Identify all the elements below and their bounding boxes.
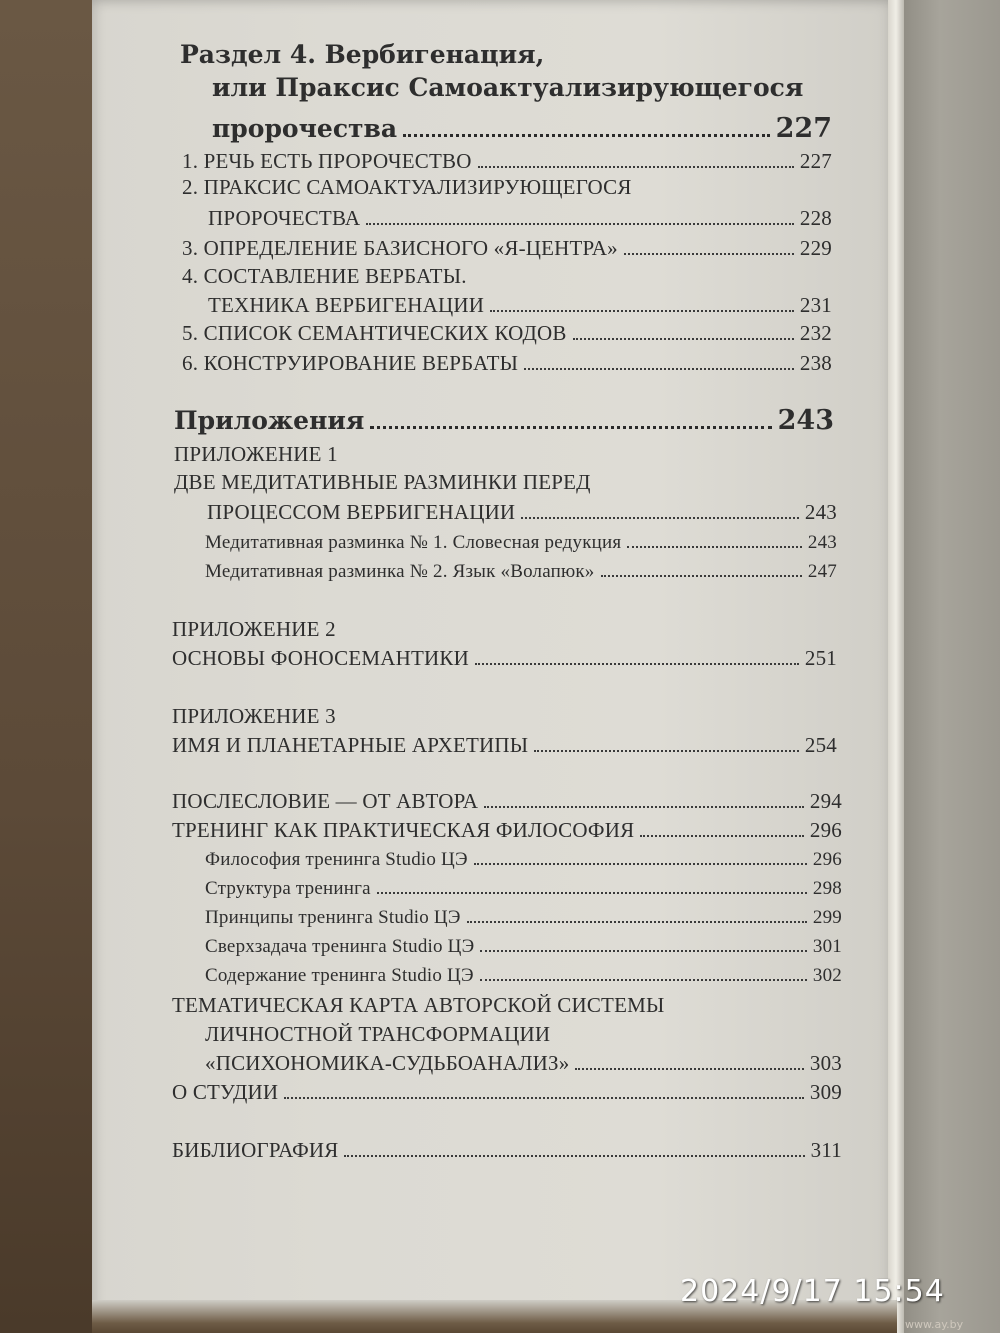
page-number: 243 <box>777 405 834 436</box>
leader-dots <box>474 863 807 865</box>
toc-entry: ТРЕНИНГ КАК ПРАКТИЧЕСКАЯ ФИЛОСОФИЯ 296 <box>172 815 842 845</box>
leader-dots <box>484 806 804 808</box>
page-number: 296 <box>812 849 842 870</box>
page-number: 227 <box>775 113 832 144</box>
page-number: 301 <box>812 936 842 957</box>
page-number: 302 <box>812 965 842 986</box>
section-heading-line1: Раздел 4. Вербигенация, <box>180 40 545 69</box>
leader-dots <box>366 223 794 225</box>
appendices-heading: Приложения 243 <box>174 405 834 436</box>
leader-dots <box>490 310 794 312</box>
toc-entry: ПРОЦЕССОМ ВЕРБИГЕНАЦИИ 243 <box>207 497 837 527</box>
section-heading-line3: пророчества 227 <box>212 113 832 144</box>
toc-entry: ТЕМАТИЧЕСКАЯ КАРТА АВТОРСКОЙ СИСТЕМЫ <box>172 993 665 1017</box>
page-number: 298 <box>812 878 842 899</box>
page-edge <box>888 0 904 1333</box>
toc-entry: 4. СОСТАВЛЕНИЕ ВЕРБАТЫ. <box>182 264 467 288</box>
leader-dots <box>480 950 807 952</box>
leader-dots <box>534 750 799 752</box>
toc-subentry: Сверхзадача тренинга Studio ЦЭ 301 <box>205 932 842 962</box>
page-number: 254 <box>804 733 837 757</box>
toc-entry: О СТУДИИ 309 <box>172 1077 842 1107</box>
leader-dots <box>467 921 807 923</box>
toc-subentry: Структура тренинга 298 <box>205 874 842 904</box>
toc-entry: ПРОРОЧЕСТВА 228 <box>208 203 832 233</box>
toc-subentry: Принципы тренинга Studio ЦЭ 299 <box>205 903 842 933</box>
section-heading-line2: или Праксис Самоактуализирующегося <box>212 73 804 102</box>
leader-dots <box>573 338 794 340</box>
toc-entry: ДВЕ МЕДИТАТИВНЫЕ РАЗМИНКИ ПЕРЕД <box>174 470 591 494</box>
leader-dots <box>284 1097 804 1099</box>
page-number: 296 <box>809 818 842 842</box>
leader-dots <box>480 979 807 981</box>
page-number: 228 <box>799 206 832 230</box>
toc-entry: ЛИЧНОСТНОЙ ТРАНСФОРМАЦИИ <box>205 1022 551 1046</box>
page-number: 311 <box>810 1138 842 1162</box>
leader-dots <box>478 166 794 168</box>
leader-dots <box>601 575 802 577</box>
page-number: 229 <box>799 236 832 260</box>
leader-dots <box>624 253 794 255</box>
page-number: 227 <box>799 149 832 173</box>
watermark: www.ay.by <box>905 1318 964 1331</box>
page-number: 243 <box>804 500 837 524</box>
toc-entry: ИМЯ И ПЛАНЕТАРНЫЕ АРХЕТИПЫ 254 <box>172 730 837 760</box>
appendix-label: ПРИЛОЖЕНИЕ 3 <box>172 704 336 728</box>
toc-entry: «ПСИХОНОМИКА-СУДЬБОАНАЛИЗ» 303 <box>205 1048 842 1078</box>
toc-entry: БИБЛИОГРАФИЯ 311 <box>172 1135 842 1165</box>
toc-entry: 2. ПРАКСИС САМОАКТУАЛИЗИРУЮЩЕГОСЯ <box>182 175 632 199</box>
page-number: 251 <box>804 646 837 670</box>
leader-dots <box>575 1068 803 1070</box>
page-number: 294 <box>809 789 842 813</box>
page-number: 238 <box>799 351 832 375</box>
toc-entry: 5. СПИСОК СЕМАНТИЧЕСКИХ КОДОВ 232 <box>182 318 832 348</box>
page-number: 232 <box>799 321 832 345</box>
toc-subentry: Философия тренинга Studio ЦЭ 296 <box>205 845 842 875</box>
leader-dots <box>524 368 794 370</box>
page-number: 247 <box>807 561 837 582</box>
appendix-label: ПРИЛОЖЕНИЕ 1 <box>174 442 338 466</box>
leader-dots <box>521 517 799 519</box>
toc-entry: 6. КОНСТРУИРОВАНИЕ ВЕРБАТЫ 238 <box>182 348 832 378</box>
toc-entry: 1. РЕЧЬ ЕСТЬ ПРОРОЧЕСТВО 227 <box>182 146 832 176</box>
page-number: 299 <box>812 907 842 928</box>
toc-entry: ОСНОВЫ ФОНОСЕМАНТИКИ 251 <box>172 643 837 673</box>
page-number: 231 <box>799 293 832 317</box>
leader-dots <box>627 546 802 548</box>
appendix-label: ПРИЛОЖЕНИЕ 2 <box>172 617 336 641</box>
leader-dots <box>640 835 804 837</box>
toc-entry: ПОСЛЕСЛОВИЕ — ОТ АВТОРА 294 <box>172 786 842 816</box>
toc-subentry: Медитативная разминка № 1. Словесная редукция 243 <box>205 528 837 558</box>
toc-entry: ТЕХНИКА ВЕРБИГЕНАЦИИ 231 <box>208 290 832 320</box>
toc-entry: 3. ОПРЕДЕЛЕНИЕ БАЗИСНОГО «Я-ЦЕНТРА» 229 <box>182 233 832 263</box>
facing-page <box>900 0 1000 1333</box>
leader-dots <box>370 426 771 429</box>
leader-dots <box>475 663 799 665</box>
leader-dots <box>403 134 770 137</box>
page-number: 303 <box>809 1051 842 1075</box>
toc-subentry: Содержание тренинга Studio ЦЭ 302 <box>205 961 842 991</box>
page-number: 309 <box>809 1080 842 1104</box>
photo-timestamp: 2024/9/17 15:54 <box>680 1274 945 1309</box>
page-number: 243 <box>807 532 837 553</box>
leader-dots <box>377 892 807 894</box>
toc-subentry: Медитативная разминка № 2. Язык «Волапюк» 247 <box>205 557 837 587</box>
leader-dots <box>344 1155 804 1157</box>
